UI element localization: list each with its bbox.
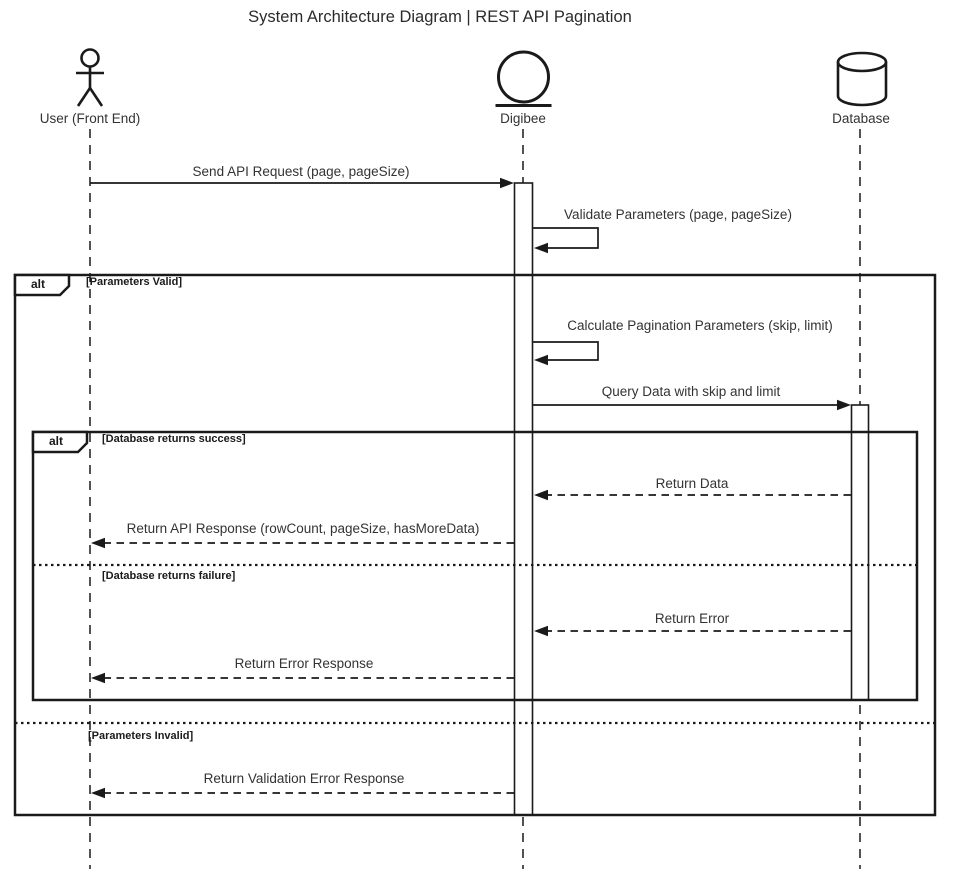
message-label-validate-parameters: Validate Parameters (page, pageSize) bbox=[564, 207, 792, 222]
message-label-calculate-pagination: Calculate Pagination Parameters (skip, limit) bbox=[567, 318, 833, 333]
inner-alt-frame bbox=[33, 432, 917, 700]
guard-database-returns-success: [Database returns success] bbox=[102, 433, 246, 445]
arrow-return-error-response bbox=[91, 673, 514, 683]
arrow-return-api-response bbox=[91, 538, 514, 548]
guard-database-returns-failure: [Database returns failure] bbox=[102, 570, 236, 582]
message-label-return-api-response: Return API Response (rowCount, pageSize, hasMoreData) bbox=[126, 521, 480, 536]
diagram-title: System Architecture Diagram | REST API Pagination bbox=[248, 8, 632, 26]
message-label-return-data: Return Data bbox=[655, 476, 729, 491]
arrow-return-error bbox=[534, 626, 851, 636]
arrow-send-api-request bbox=[90, 178, 514, 188]
message-label-return-error: Return Error bbox=[654, 611, 730, 626]
actor-label-user: User (Front End) bbox=[39, 111, 141, 126]
activation-digibee bbox=[515, 183, 533, 815]
arrow-return-data bbox=[534, 490, 851, 500]
inner-alt-operator: alt bbox=[48, 434, 63, 448]
activation-database bbox=[852, 405, 869, 700]
actor-stick-figure-icon bbox=[76, 50, 104, 107]
message-label-return-validation-error: Return Validation Error Response bbox=[203, 771, 405, 786]
arrow-query-data bbox=[533, 400, 851, 410]
arrow-validate-parameters-self bbox=[533, 228, 598, 253]
entity-circle-icon bbox=[496, 52, 552, 106]
arrow-return-validation-error-response bbox=[91, 788, 514, 798]
actor-label-database: Database bbox=[832, 111, 890, 126]
activation-bars bbox=[515, 183, 869, 815]
message-label-send-api-request: Send API Request (page, pageSize) bbox=[192, 164, 410, 179]
database-cylinder-icon bbox=[838, 53, 886, 105]
message-label-query-data: Query Data with skip and limit bbox=[601, 384, 781, 399]
message-label-return-error-response: Return Error Response bbox=[234, 656, 374, 671]
actor-label-digibee: Digibee bbox=[500, 111, 546, 126]
guard-parameters-invalid: [Parameters Invalid] bbox=[88, 730, 194, 742]
outer-alt-operator: alt bbox=[30, 277, 45, 291]
guard-parameters-valid: [Parameters Valid] bbox=[86, 276, 182, 288]
lifelines bbox=[90, 129, 860, 869]
arrow-calculate-pagination-self bbox=[533, 342, 598, 365]
message-arrows bbox=[90, 178, 851, 798]
